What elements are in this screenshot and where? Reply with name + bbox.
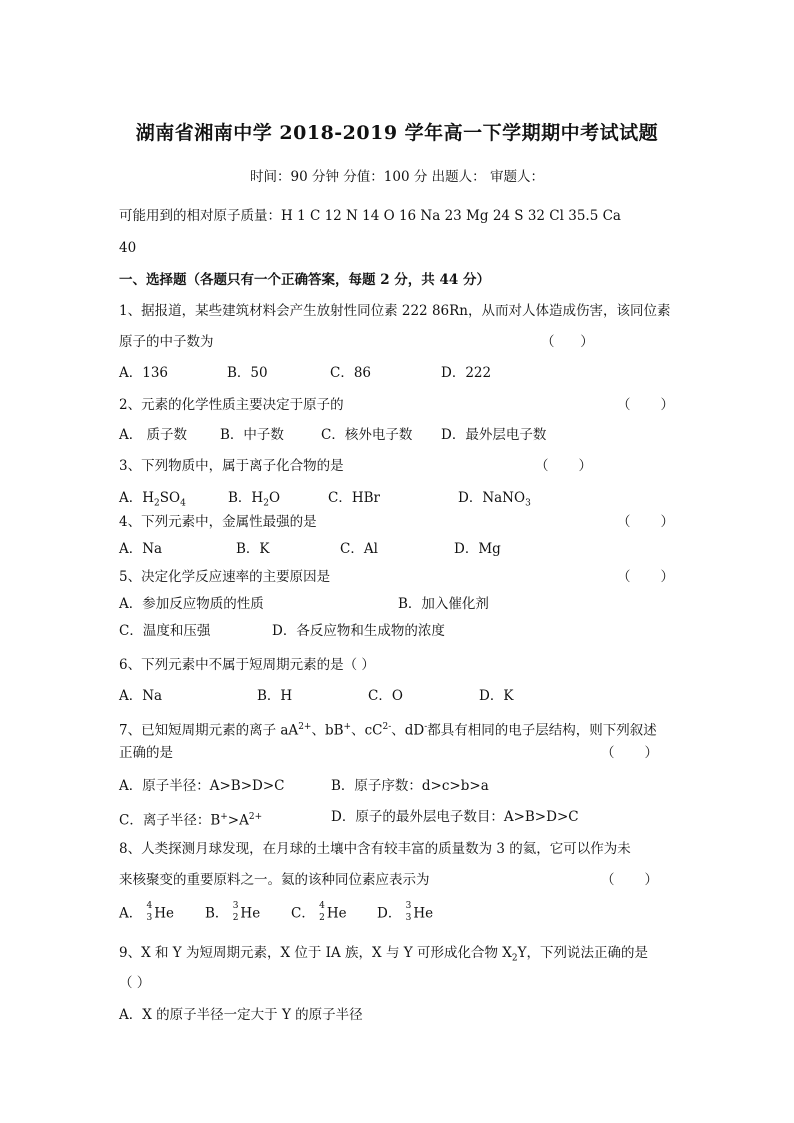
answer-blank: （ ）: [601, 745, 659, 761]
option-a: A．X 的原子半径一定大于 Y 的原子半径: [119, 1007, 363, 1023]
option-c: C．核外电子数: [321, 427, 413, 443]
option-b: B． 3 2 He: [205, 901, 261, 923]
question-8: 8、人类探测月球发现，在月球的土壤中含有较丰富的质量数为 3 的氦，它可以作为未: [119, 841, 631, 857]
option-b: B．$H_2O$: [228, 490, 281, 509]
option-b: B．K: [236, 541, 270, 557]
option-a: A．Na: [119, 541, 163, 557]
option-a: A． 质子数: [119, 427, 188, 443]
option-b: B．中子数: [220, 427, 284, 443]
question-7-cont: 正确的是: [119, 745, 173, 761]
page-title: 湖南省湘南中学 2018-2019 学年高一下学期期中考试试题: [135, 122, 659, 144]
answer-blank: （ ）: [535, 458, 593, 474]
answer-blank: （ ）: [617, 397, 675, 413]
question-7: 7、已知短周期元素的离子 $aA^{2+}$、bB+、$cC^{2-}$、dD-都具有相同的电子层结构，则下列叙述: [119, 722, 657, 739]
option-a: A．原子半径：A>B>D>C: [119, 778, 285, 794]
answer-blank: （ ）: [601, 872, 659, 888]
option-c: C．离子半径：$B^+>A^{2+}$: [119, 812, 263, 829]
option-b: B．原子序数：d>c>b>a: [331, 778, 489, 794]
nuclide-notation: 4 2: [319, 901, 325, 923]
atomic-mass-line: 可能用到的相对原子质量：H 1 C 12 N 14 O 16 Na 23 Mg 24 S 32 Cl 35.5 Ca: [119, 208, 621, 224]
nuclide-notation: 3 2: [232, 901, 239, 923]
option-d: D．NaNO$_3$: [458, 490, 531, 509]
question-9: 9、X 和 Y 为短周期元素，X 位于 IA 族，X 与 Y 可形成化合物 $X_2Y$，下列说法正确的是: [119, 945, 649, 964]
section-heading: 一、选择题（各题只有一个正确答案，每题 2 分，共 44 分）: [119, 272, 490, 288]
question-8-cont: 来核聚变的重要原料之一。氦的该种同位素应表示为: [119, 872, 430, 888]
question-6: 6、下列元素中不属于短周期元素的是（ ）: [119, 657, 375, 673]
option-c: C．HBr: [328, 490, 380, 506]
question-1: 1、据报道，某些建筑材料会产生放射性同位素 222 86Rn，从而对人体造成伤害，该同位素: [119, 303, 671, 319]
option-c: C．温度和压强: [119, 623, 211, 639]
answer-blank: （ ）: [617, 514, 675, 530]
option-d: D．Mg: [454, 541, 501, 557]
option-c: C．86: [330, 365, 372, 381]
exam-meta: 时间：90 分钟 分值：100 分 出题人： 审题人：: [250, 169, 544, 185]
option-a: A．Na: [119, 688, 163, 704]
question-1-cont: 原子的中子数为: [119, 334, 214, 350]
option-c: C．O: [368, 688, 403, 704]
answer-blank: （ ）: [617, 569, 675, 585]
question-2: 2、元素的化学性质主要决定于原子的: [119, 397, 344, 413]
option-b: B．50: [227, 365, 268, 381]
nuclide-notation: 4 3: [146, 901, 153, 923]
answer-blank: （ ）: [541, 334, 594, 350]
option-d: D．222: [441, 365, 492, 381]
option-b: B．H: [257, 688, 293, 704]
option-b: B．加入催化剂: [398, 596, 489, 612]
option-a: A．$H_2SO_4$: [119, 490, 186, 509]
option-a: A．136: [119, 365, 169, 381]
option-a: A．参加反应物质的性质: [119, 596, 264, 612]
atomic-mass-line-cont: 40: [119, 240, 137, 256]
option-d: D．最外层电子数: [441, 427, 547, 443]
answer-blank: （ ）: [119, 975, 151, 991]
question-4: 4、下列元素中，金属性最强的是: [119, 514, 317, 530]
option-d: D． 3 3 He: [377, 901, 434, 923]
option-d: D．原子的最外层电子数目：A>B>D>C: [331, 809, 579, 825]
question-3: 3、下列物质中，属于离子化合物的是: [119, 458, 344, 474]
option-a: A． 4 3 He: [119, 901, 175, 923]
option-d: D．各反应物和生成物的浓度: [272, 623, 445, 639]
option-d: D．K: [479, 688, 514, 704]
option-c: C． 4 2 He: [291, 901, 347, 923]
question-5: 5、决定化学反应速率的主要原因是: [119, 569, 331, 585]
nuclide-notation: 3 3: [405, 901, 412, 923]
option-c: C．Al: [340, 541, 378, 557]
